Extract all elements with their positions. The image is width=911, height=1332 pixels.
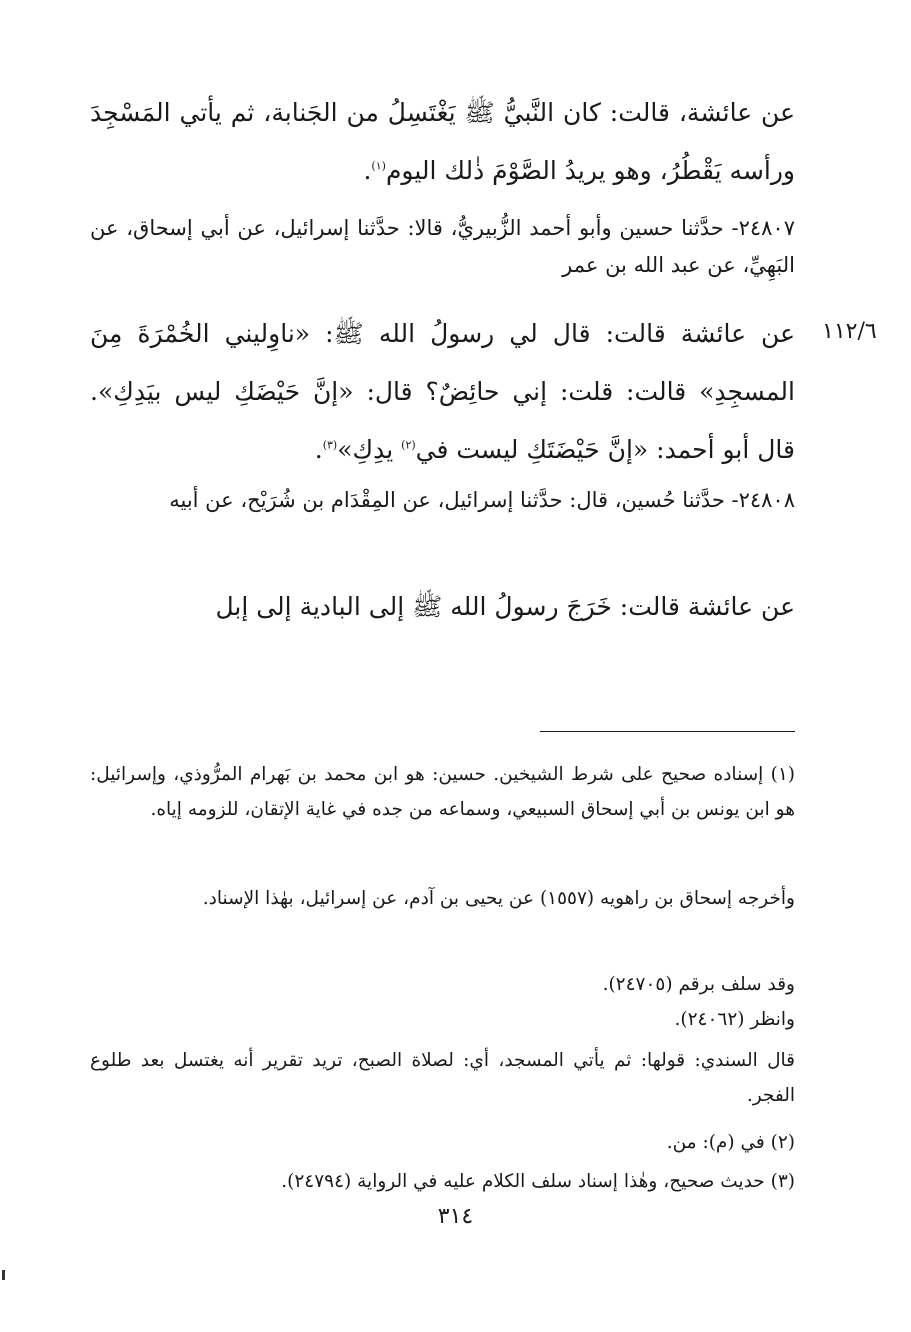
hadith-text-2-end: . bbox=[314, 435, 323, 464]
footnote-1-takhrij: وأخرجه إسحاق بن راهويه (١٥٥٧) عن يحيى بن آدم، عن إسرائيل، بهٰذا الإسناد. bbox=[202, 888, 795, 909]
footnote-marker-3: (٣) bbox=[322, 438, 338, 452]
margin-reference: ١١٢/٦ bbox=[822, 319, 877, 344]
hadith-text-1-body: عن عائشة، قالت: كان النَّبيُّ ﷺ يَغْتَسِلُ من الجَنابة، ثم يأتي المَسْجِدَ ورأسه يَقْطُرُ، وهو يريدُ الصَّوْمَ ذٰلك اليوم bbox=[90, 98, 795, 185]
footnote-1-salaf: وقد سلف برقم (٢٤٧٠٥). bbox=[602, 974, 795, 995]
footnote-3: (٣) حديث صحيح، وهٰذا إسناد سلف الكلام عليه في الرواية (٢٤٧٩٤). bbox=[281, 1171, 795, 1192]
footnote-divider bbox=[540, 731, 795, 732]
footnote-2: (٢) في (م): من. bbox=[666, 1132, 795, 1153]
hadith-text-2-body: عن عائشة قالت: قال لي رسولُ الله ﷺ: «ناوِليني الخُمْرَةَ مِنَ المسجِدِ» قالت: قلت: إني حائِضٌ؟ قال: «إنَّ حَيْضَكِ ليس بيَدِكِ». قال أبو أحمد: «إنَّ حَيْضَتَكِ ليست في bbox=[90, 319, 795, 464]
footnote-1: (١) إسناده صحيح على شرط الشيخين. حسين: هو ابن محمد بن بَهرام المرُّوذي، وإسرائيل: هو ابن يونس بن أبي إسحاق السبيعي، وسماعه من جده في غاية الإتقان، للزومه إياه. bbox=[90, 764, 795, 820]
hadith-text-1-end: . bbox=[363, 156, 372, 185]
page-number: ٣١٤ bbox=[437, 1204, 474, 1229]
footnote-1-sindi: قال السندي: قولها: ثم يأتي المسجد، أي: لصلاة الصبح، تريد تقرير أنه يغتسل بعد طلوع الفجر. bbox=[90, 1050, 795, 1106]
footnote-marker-1: (١) bbox=[371, 159, 386, 173]
scan-edge-mark bbox=[2, 1270, 5, 1280]
hadith-text-1 bbox=[90, 84, 795, 200]
hadith-text-2-cont: يدِكِ» bbox=[337, 435, 402, 464]
hadith-text-3: عن عائشة قالت: خَرَجَ رسولُ الله ﷺ إلى البادية إلى إبل bbox=[215, 592, 795, 621]
isnad-24807: ٢٤٨٠٧- حدَّثنا حسين وأبو أحمد الزُّبيريُّ، قالا: حدَّثنا إسرائيل، عن أبي إسحاق، عن البَهِيِّ، عن عبد الله بن عمر bbox=[90, 216, 795, 277]
footnote-marker-2: (٢) bbox=[401, 438, 416, 452]
footnote-1-unzur: وانظر (٢٤٠٦٢). bbox=[674, 1009, 795, 1030]
hadith-text-2 bbox=[90, 305, 795, 479]
isnad-24808: ٢٤٨٠٨- حدَّثنا حُسين، قال: حدَّثنا إسرائيل، عن المِقْدَام بن شُرَيْح، عن أبيه bbox=[169, 488, 795, 512]
